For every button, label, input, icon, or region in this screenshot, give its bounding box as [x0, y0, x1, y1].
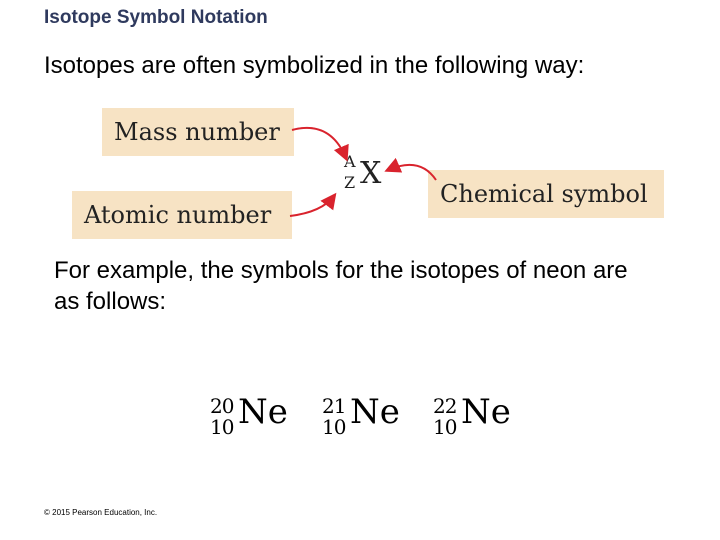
copyright-notice: © 2015 Pearson Education, Inc.	[44, 508, 158, 517]
page-title: Isotope Symbol Notation	[44, 7, 268, 28]
isotope-mass-number: 22	[433, 394, 457, 418]
mass-number-label: Mass number	[102, 108, 294, 156]
intro-text: Isotopes are often symbolized in the following way:	[44, 52, 585, 79]
isotope-mass-number: 21	[322, 394, 346, 418]
isotope-atomic-number: 10	[433, 415, 457, 439]
atomic-number-label: Atomic number	[72, 191, 292, 239]
neon-22-symbol	[433, 392, 533, 446]
isotope-element-symbol: Ne	[461, 392, 511, 432]
mass-arrow	[292, 128, 346, 158]
isotope-element-symbol: Ne	[350, 392, 400, 432]
example-text: For example, the symbols for the isotopes of neon are as follows:	[54, 257, 628, 315]
chemical-symbol-label: Chemical symbol	[428, 170, 664, 218]
isotope-atomic-number: 10	[322, 415, 346, 439]
neon-21-symbol	[322, 392, 422, 446]
generic-mass-number: A	[344, 152, 356, 171]
neon-20-symbol	[210, 392, 310, 446]
generic-atomic-number: Z	[344, 173, 356, 192]
symbol-arrow	[388, 165, 436, 180]
isotope-element-symbol: Ne	[238, 392, 288, 432]
atomic-arrow	[290, 196, 334, 216]
generic-element-symbol: X	[360, 156, 382, 191]
isotope-mass-number: 20	[210, 394, 234, 418]
isotope-atomic-number: 10	[210, 415, 234, 439]
